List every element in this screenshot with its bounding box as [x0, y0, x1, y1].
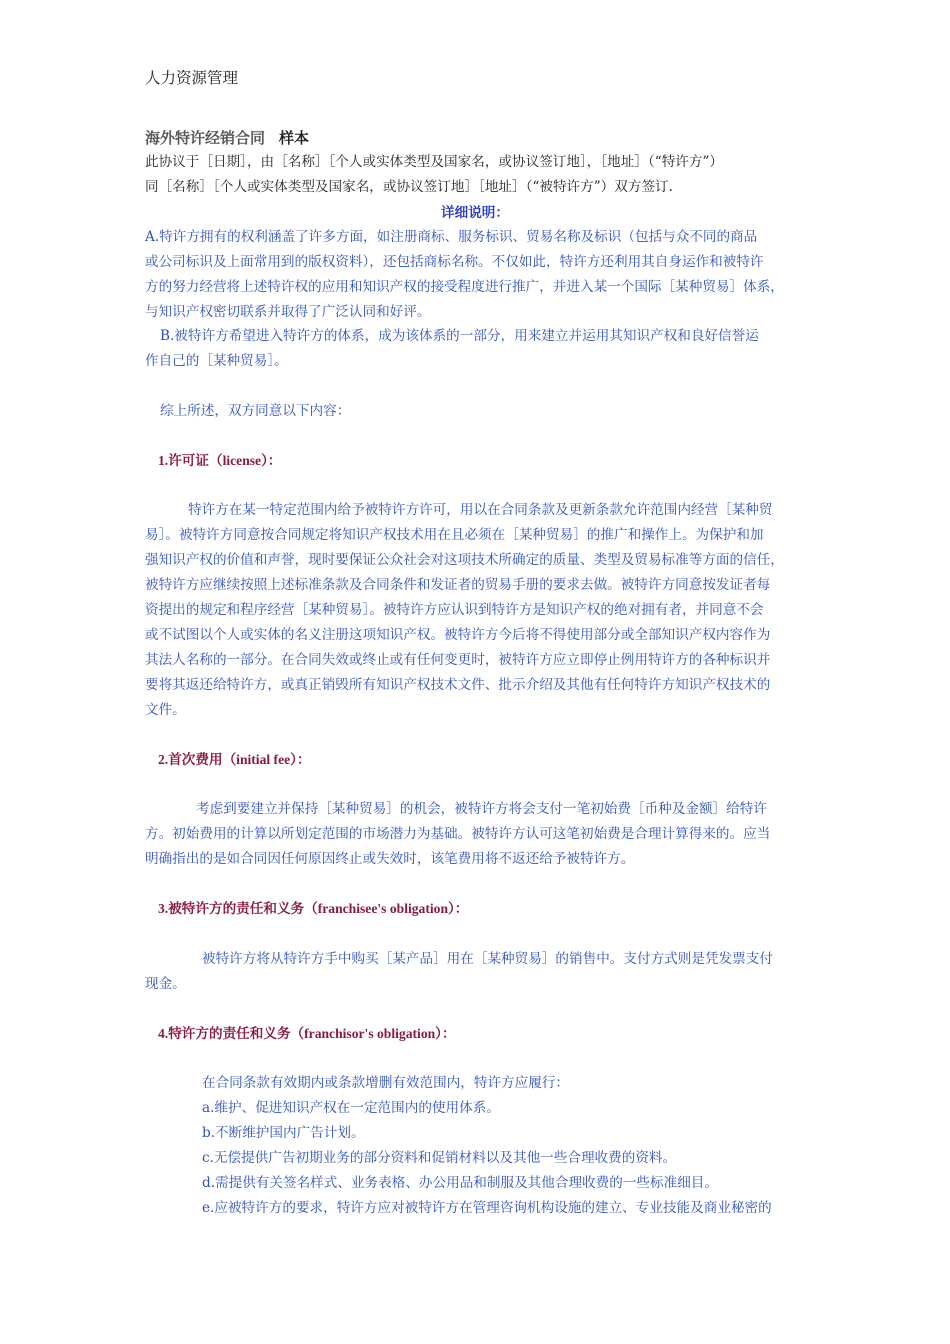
- recital-a-line-3: 方的努力经营将上述特许权的应用和知识产权的接受程度进行推广，并进入某一个国际［某种贸易］体系，: [145, 279, 784, 295]
- sample-label: 样本: [279, 129, 310, 147]
- agreement-intro: 综上所述，双方同意以下内容：: [160, 403, 351, 419]
- section-1-line: 被特许方应继续按照上述标准条款及合同条件和发证者的贸易手册的要求去做。被特许方同意按发证者每: [145, 577, 771, 593]
- section-2-line: 考虑到要建立并保持［某种贸易］的机会，被特许方将会支付一笔初始费［币种及金额］给特许: [196, 801, 767, 817]
- obligation-item-c: c.无偿提供广告初期业务的部分资料和促销材料以及其他一些合理收费的资料。: [202, 1150, 677, 1166]
- section-1-line: 文件。: [145, 702, 186, 718]
- obligation-item-b: b.不断维护国内广告计划。: [202, 1125, 365, 1141]
- section-1-line: 要将其返还给特许方，或真正销毁所有知识产权技术文件、批示介绍及其他有任何特许方知识产权技术的: [145, 677, 771, 693]
- section-3-line: 现金。: [145, 976, 186, 992]
- page-header-title: 人力资源管理: [145, 69, 239, 87]
- section-2-heading: 2.首次费用（initial fee）：: [158, 752, 311, 767]
- contract-title-text: 海外特许经销合同: [145, 129, 266, 147]
- section-2-line: 方。初始费用的计算以所划定范围的市场潜力为基础。被特许方认可这笔初始费是合理计算得来的。应当: [145, 826, 771, 842]
- section-4-heading: 4.特许方的责任和义务（franchisor's obligation）：: [158, 1026, 456, 1041]
- section-1-heading: 1.许可证（license）：: [158, 453, 282, 468]
- recital-b-line-1: B.被特许方希望进入特许方的体系，成为该体系的一部分，用来建立并运用其知识产权和良好信誉运: [160, 328, 759, 344]
- section-1-line: 特许方在某一特定范围内给予被特许方许可，用以在合同条款及更新条款允许范围内经营［某种贸: [188, 502, 773, 518]
- section-1-line: 易］。被特许方同意按合同规定将知识产权技术用在且必须在［某种贸易］的推广和操作上。为保护和加: [145, 527, 764, 543]
- section-2-line: 明确指出的是如合同因任何原因终止或失效时，该笔费用将不返还给予被特许方。: [145, 851, 635, 867]
- section-1-line: 资提出的规定和程序经营［某种贸易］。被特许方应认识到特许方是知识产权的绝对拥有者，并同意不会: [145, 602, 764, 618]
- section-1-line: 或不试图以个人或实体的名义注册这项知识产权。被特许方今后将不得使用部分或全部知识产权内容作为: [145, 627, 771, 643]
- obligation-item-d: d.需提供有关签名样式、业务表格、办公用品和制服及其他合理收费的一些标准细目。: [202, 1175, 718, 1191]
- details-heading: 详细说明：: [441, 205, 509, 221]
- recital-b-line-2: 作自己的［某种贸易］。: [145, 353, 288, 369]
- recital-a-line-1: A.特许方拥有的权利涵盖了许多方面，如注册商标、服务标识、贸易名称及标识（包括与众不同的商品: [145, 229, 758, 245]
- section-1-line: 其法人名称的一部分。在合同失效或终止或有任何变更时，被特许方应立即停止例用特许方的各种标识并: [145, 652, 771, 668]
- section-3-heading: 3.被特许方的责任和义务（franchisee's obligation）：: [158, 901, 469, 916]
- intro-line-1: 此协议于［日期］，由［名称］［个人或实体类型及国家名，或协议签订地］，［地址］（“特许方”）: [145, 154, 724, 170]
- intro-line-2: 同［名称］［个人或实体类型及国家名，或协议签订地］［地址］（“被特许方”）双方签订.: [145, 179, 673, 195]
- recital-a-line-2: 或公司标识及上面常用到的版权资料），还包括商标名称。不仅如此，特许方还利用其自身运作和被特许: [145, 254, 764, 270]
- section-4-line: 在合同条款有效期内或条款增删有效范围内，特许方应履行：: [202, 1075, 570, 1091]
- obligation-item-e: e.应被特许方的要求，特许方应对被特许方在管理咨询机构设施的建立、专业技能及商业秘密的: [202, 1200, 772, 1216]
- contract-title: [145, 129, 309, 147]
- section-1-line: 强知识产权的价值和声誉，现时要保证公众社会对这项技术所确定的质量、类型及贸易标准等方面的信任，: [145, 552, 784, 568]
- section-3-line: 被特许方将从特许方手中购买［某产品］用在［某种贸易］的销售中。支付方式则是凭发票支付: [202, 951, 773, 967]
- recital-a-line-4: 与知识产权密切联系并取得了广泛认同和好评。: [145, 304, 431, 320]
- obligation-item-a: a.维护、促进知识产权在一定范围内的使用体系。: [202, 1100, 500, 1116]
